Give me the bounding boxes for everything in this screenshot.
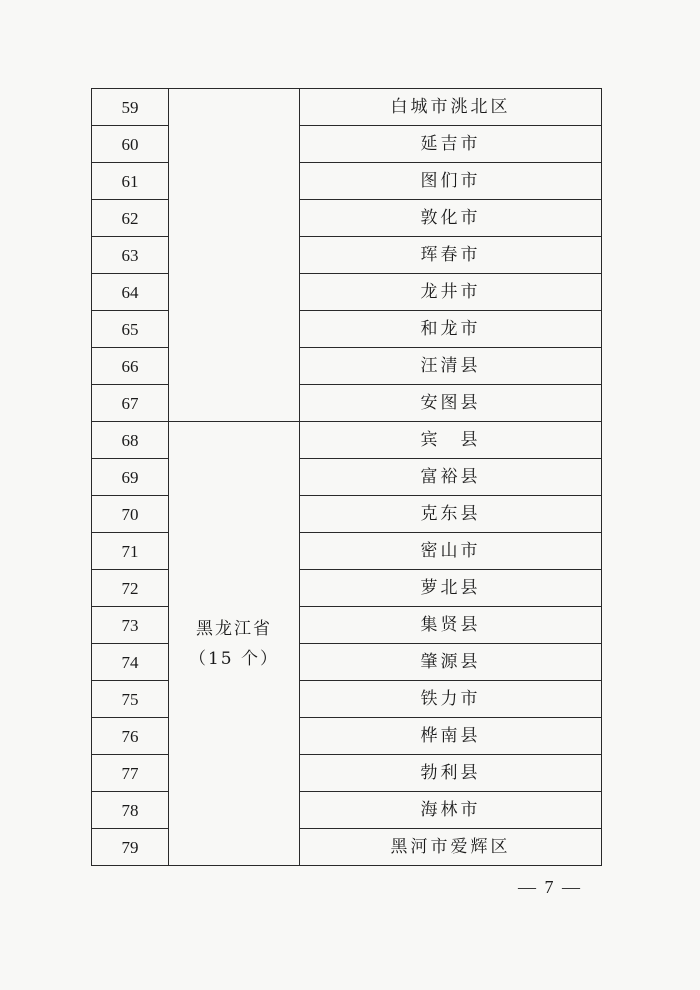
city-name: 富裕县 xyxy=(300,459,602,496)
city-name: 肇源县 xyxy=(300,644,602,681)
table-row xyxy=(92,829,602,866)
city-name: 海林市 xyxy=(300,792,602,829)
row-number: 75 xyxy=(92,681,169,718)
city-name: 安图县 xyxy=(300,385,602,422)
city-name: 桦南县 xyxy=(300,718,602,755)
city-name: 密山市 xyxy=(300,533,602,570)
row-number: 79 xyxy=(92,829,169,866)
table-row xyxy=(92,496,602,533)
row-number: 67 xyxy=(92,385,169,422)
row-number: 66 xyxy=(92,348,169,385)
row-number: 76 xyxy=(92,718,169,755)
city-name: 克东县 xyxy=(300,496,602,533)
county-list-table xyxy=(91,88,602,866)
table-row xyxy=(92,644,602,681)
row-number: 59 xyxy=(92,89,169,126)
table-row xyxy=(92,274,602,311)
row-number: 74 xyxy=(92,644,169,681)
province-name: 黑龙江省 xyxy=(196,618,272,639)
province-cell-continued xyxy=(169,89,300,422)
city-name: 宾 县 xyxy=(300,422,602,459)
city-name: 勃利县 xyxy=(300,755,602,792)
row-number: 64 xyxy=(92,274,169,311)
city-name: 白城市洮北区 xyxy=(300,89,602,126)
city-name: 珲春市 xyxy=(300,237,602,274)
table-row xyxy=(92,607,602,644)
row-number: 70 xyxy=(92,496,169,533)
province-cell-heilongjiang xyxy=(169,422,300,866)
table-row xyxy=(92,755,602,792)
city-name: 延吉市 xyxy=(300,126,602,163)
row-number: 69 xyxy=(92,459,169,496)
city-name: 萝北县 xyxy=(300,570,602,607)
table-row xyxy=(92,200,602,237)
row-number: 78 xyxy=(92,792,169,829)
table-row xyxy=(92,311,602,348)
row-number: 72 xyxy=(92,570,169,607)
table-row xyxy=(92,385,602,422)
row-number: 77 xyxy=(92,755,169,792)
row-number: 60 xyxy=(92,126,169,163)
table-row xyxy=(92,570,602,607)
table-row xyxy=(92,422,602,459)
row-number: 61 xyxy=(92,163,169,200)
table-row xyxy=(92,459,602,496)
table-row xyxy=(92,126,602,163)
table-row xyxy=(92,792,602,829)
row-number: 68 xyxy=(92,422,169,459)
city-name: 龙井市 xyxy=(300,274,602,311)
city-name: 汪清县 xyxy=(300,348,602,385)
row-number: 65 xyxy=(92,311,169,348)
table-row xyxy=(92,348,602,385)
city-name: 集贤县 xyxy=(300,607,602,644)
page-number: — 7 — xyxy=(518,877,582,897)
city-name: 铁力市 xyxy=(300,681,602,718)
province-count: （15 个） xyxy=(188,648,280,669)
row-number: 62 xyxy=(92,200,169,237)
row-number: 63 xyxy=(92,237,169,274)
table-row xyxy=(92,163,602,200)
table-row xyxy=(92,681,602,718)
table-row xyxy=(92,89,602,126)
city-name: 和龙市 xyxy=(300,311,602,348)
table-row xyxy=(92,237,602,274)
city-name: 敦化市 xyxy=(300,200,602,237)
row-number: 71 xyxy=(92,533,169,570)
table-row xyxy=(92,533,602,570)
city-name: 黑河市爱辉区 xyxy=(300,829,602,866)
row-number: 73 xyxy=(92,607,169,644)
table-row xyxy=(92,718,602,755)
city-name: 图们市 xyxy=(300,163,602,200)
